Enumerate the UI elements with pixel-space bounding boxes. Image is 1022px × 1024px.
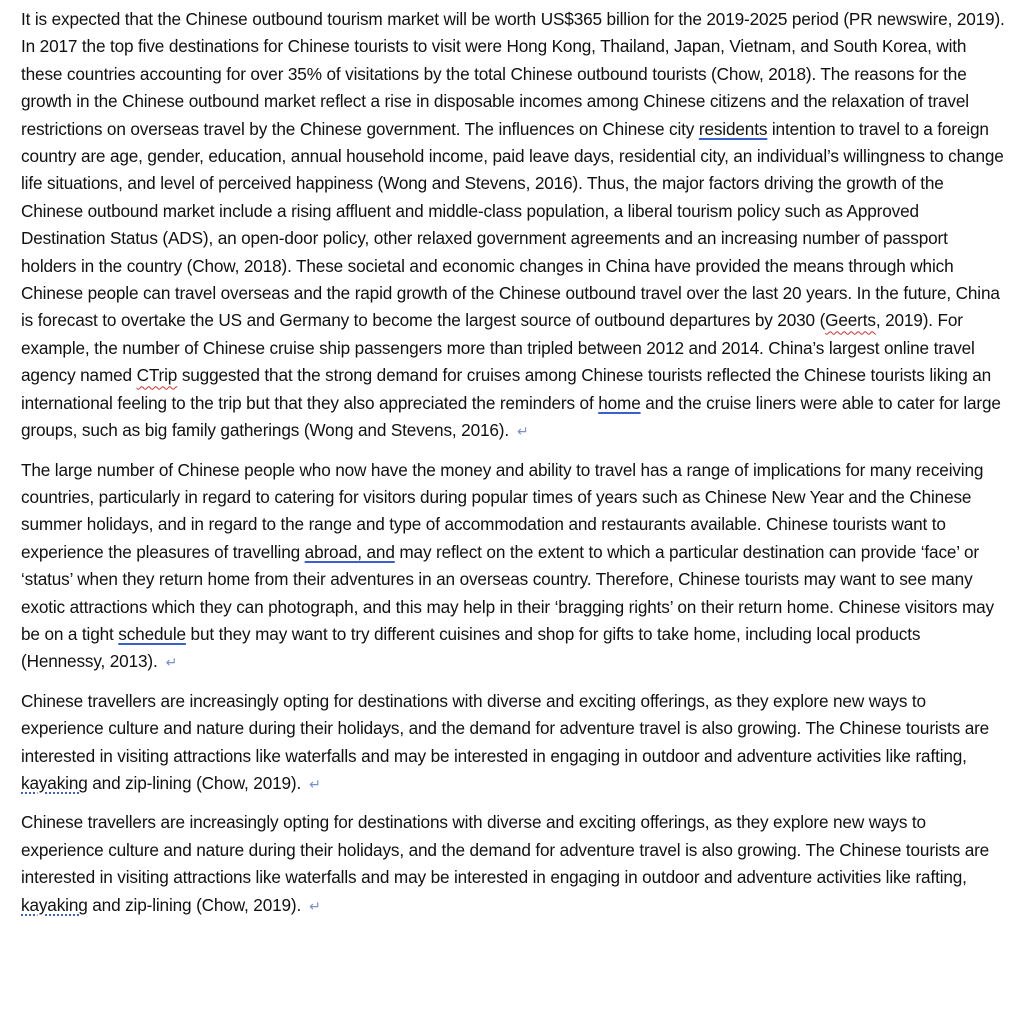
paragraph-mark-icon: ↵ [309, 897, 321, 914]
grammar-flagged-word[interactable]: home [598, 392, 641, 413]
text-run: and zip-lining (Chow, 2019). [87, 894, 302, 915]
text-run: It is expected that the Chinese outbound tourism market will be worth US$365 billion for the 2019-2025 period (PR newswire, 2019). In 2017 the top five destinations for Chinese tourists to visit were Hong Kong, Thailand, Japan, Vietnam, and South Korea, with these countries accounting for over 35% of visitations by the total Chinese outbound tourists (Chow, 2018). The reasons for the growth in the Chinese outbound market reflect a rise in disposable incomes among Chinese citizens and the relaxation of travel restrictions on overseas travel by the Chinese government. The influences on Chinese city [21, 9, 1005, 139]
style-flagged-word[interactable]: kayaking [21, 772, 88, 793]
text-run: may reflect on the extent to which a particular destination can provide ‘face’ or ‘status’ when they return home from their adventures in an overseas country. Therefore, Chinese tourists may want to see many exotic attractions which they can photograph, and this may help in their ‘bragging rights’ on their return home. Chinese visitors may be on a tight [21, 541, 994, 644]
text-run: Chinese travellers are increasingly opting for destinations with diverse and exciting offerings, as they explore new ways to experience culture and nature during their holidays, and the demand for adventure travel is also growing. The Chinese tourists are interested in visiting attractions like waterfalls and may be interested in engaging in outdoor and adventure activities like rafting, [21, 690, 990, 766]
paragraph-mark-icon: ↵ [165, 654, 178, 671]
grammar-flagged-word[interactable]: schedule [118, 623, 186, 644]
style-flagged-word[interactable]: kayaking [21, 894, 88, 915]
text-run: and the cruise liners were able to cater for large groups, such as big family gatherings (Wong and Stevens, 2016). [21, 392, 1001, 441]
spelling-flagged-word[interactable]: Geerts [825, 310, 876, 331]
text-run: Chinese travellers are increasingly opting for destinations with diverse and exciting offerings, as they explore new ways to experience culture and nature during their holidays, and the demand for adventure travel is also growing. The Chinese tourists are interested in visiting attractions like waterfalls and may be interested in engaging in outdoor and adventure activities like rafting, [21, 812, 990, 888]
paragraph[interactable] [21, 809, 1006, 920]
document-body[interactable] [21, 6, 1006, 931]
text-run: , 2019). For example, the number of Chinese cruise ship passengers more than tripled between 2012 and 2014. China’s largest online travel agency named [21, 310, 975, 386]
text-run: but they may want to try different cuisines and shop for gifts to take home, including local products (Hennessy, 2013). [21, 623, 921, 672]
text-run: suggested that the strong demand for cruises among Chinese tourists reflected the Chinese tourists liking an international feeling to the trip but that they also appreciated the reminders of [21, 365, 992, 413]
paragraph[interactable] [21, 457, 1006, 677]
paragraph-mark-icon: ↵ [309, 775, 321, 792]
text-run: intention to travel to a foreign country are age, gender, education, annual household income, paid leave days, residential city, an individual’s willingness to change life situations, and level of perceived happiness (Wong and Stevens, 2016). Thus, the major factors driving the growth of the Chinese outbound market include a rising affluent and middle-class population, a liberal tourism policy such as Approved Destination Status (ADS), an open-door policy, other relaxed government agreements and an increasing number of passport holders in the country (Chow, 2018). These societal and economic changes in China have provided the means through which Chinese people can travel overseas and the rapid growth of the Chinese outbound travel over the last 20 years. In the future, China is forecast to overtake the US and Germany to become the largest source of outbound departures by 2030 ( [21, 118, 1004, 331]
paragraph-mark-icon: ↵ [517, 423, 529, 440]
text-run: and zip-lining (Chow, 2019). [87, 772, 302, 793]
paragraph[interactable] [21, 6, 1006, 446]
grammar-flagged-word[interactable]: residents [698, 118, 768, 139]
text-run: The large number of Chinese people who now have the money and ability to travel has a range of implications for many receiving countries, particularly in regard to catering for visitors during popular times of years such as Chinese New Year and the Chinese summer holidays, and in regard to the range and type of accommodation and restaurants available. Chinese tourists want to experience the pleasures of travelling [21, 459, 984, 562]
grammar-flagged-word[interactable]: abroad, and [304, 541, 395, 562]
spelling-flagged-word[interactable]: CTrip [136, 365, 178, 386]
paragraph[interactable] [21, 688, 1006, 799]
